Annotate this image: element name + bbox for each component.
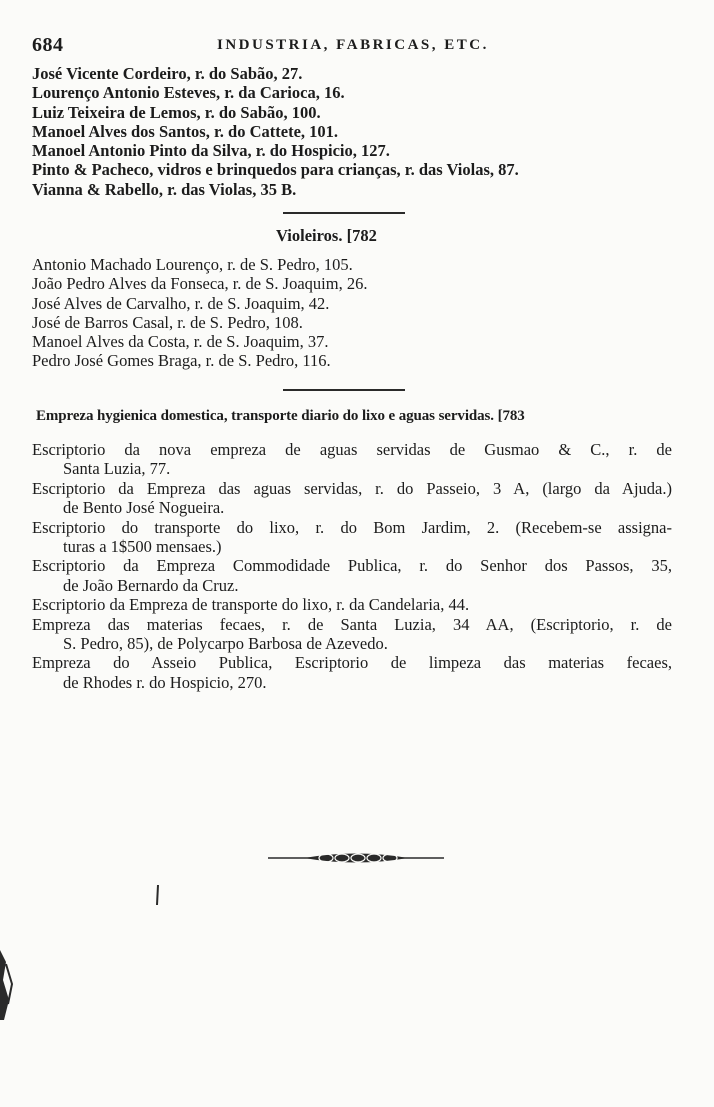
list-item bbox=[32, 615, 672, 654]
entry-continuation: turas a 1$500 mensaes.) bbox=[63, 537, 222, 557]
empreza-list bbox=[32, 440, 672, 692]
margin-binding-icon bbox=[0, 950, 14, 1020]
list-item: Luiz Teixeira de Lemos, r. do Sabão, 100. bbox=[32, 102, 321, 122]
entry-continuation: de João Bernardo da Cruz. bbox=[63, 575, 239, 595]
list-item: Manoel Alves da Costa, r. de S. Joaquim, 37. bbox=[32, 332, 329, 352]
list-item: José de Barros Casal, r. de S. Pedro, 108. bbox=[32, 312, 303, 332]
ink-stroke-icon bbox=[155, 884, 161, 906]
list-item bbox=[32, 440, 672, 479]
list-item: José Alves de Carvalho, r. de S. Joaquim, 42. bbox=[32, 293, 330, 313]
list-item: José Vicente Cordeiro, r. do Sabão, 27. bbox=[32, 64, 303, 83]
entry-line: Escriptorio do transporte do lixo, r. do Bom Jardim, 2. (Recebem-se assigna- bbox=[32, 517, 672, 537]
list-item bbox=[32, 518, 672, 557]
list-item bbox=[32, 556, 672, 595]
list-item: Manoel Alves dos Santos, r. do Cattete, 101. bbox=[32, 121, 339, 141]
entry-line: Escriptorio da nova empreza de aguas servidas de Gusmao & C., r. de bbox=[32, 440, 672, 459]
page-number: 684 bbox=[32, 34, 64, 56]
entry-continuation: S. Pedro, 85), de Polycarpo Barbosa de Azevedo. bbox=[63, 634, 388, 654]
list-item: Antonio Machado Lourenço, r. de S. Pedro, 105. bbox=[32, 255, 353, 274]
ornament-divider-icon bbox=[266, 848, 446, 868]
list-item: João Pedro Alves da Fonseca, r. de S. Joaquim, 26. bbox=[32, 274, 368, 294]
entry-line: Empreza do Asseio Publica, Escriptorio de limpeza das materias fecaes, bbox=[32, 653, 672, 673]
section-divider bbox=[283, 389, 405, 391]
running-title: INDUSTRIA, FABRICAS, ETC. bbox=[217, 37, 489, 53]
top-list bbox=[32, 64, 672, 199]
list-item: Lourenço Antonio Esteves, r. da Carioca, 16. bbox=[32, 83, 345, 103]
entry-continuation: de Rhodes r. do Hospicio, 270. bbox=[63, 672, 267, 692]
entry-continuation: Santa Luzia, 77. bbox=[63, 459, 171, 479]
section-heading-violeiros: Violeiros. [782 bbox=[276, 226, 377, 245]
list-item: Pinto & Pacheco, vidros e brinquedos para crianças, r. das Violas, 87. bbox=[32, 160, 519, 180]
list-item: Vianna & Rabello, r. das Violas, 35 B. bbox=[32, 179, 297, 199]
entry-line: Escriptorio da Empreza Commodidade Publica, r. do Senhor dos Passos, 35, bbox=[32, 556, 672, 576]
section-heading-empreza: Empreza hygienica domestica, transporte diario do lixo e aguas servidas. [783 bbox=[36, 408, 525, 424]
list-item: Pedro José Gomes Braga, r. de S. Pedro, 116. bbox=[32, 351, 331, 371]
list-item: Manoel Antonio Pinto da Silva, r. do Hospicio, 127. bbox=[32, 141, 390, 161]
list-item bbox=[32, 595, 672, 614]
section-divider bbox=[283, 212, 405, 214]
list-item bbox=[32, 479, 672, 518]
entry-line: Empreza das materias fecaes, r. de Santa Luzia, 34 AA, (Escriptorio, r. de bbox=[32, 614, 672, 634]
page-header bbox=[32, 34, 672, 56]
violeiros-list bbox=[32, 255, 672, 371]
entry-continuation: de Bento José Nogueira. bbox=[63, 498, 225, 518]
entry-line: Escriptorio da Empreza de transporte do lixo, r. da Candelaria, 44. bbox=[32, 595, 470, 615]
list-item bbox=[32, 653, 672, 692]
entry-line: Escriptorio da Empreza das aguas servidas, r. do Passeio, 3 A, (largo da Ajuda.) bbox=[32, 478, 672, 498]
